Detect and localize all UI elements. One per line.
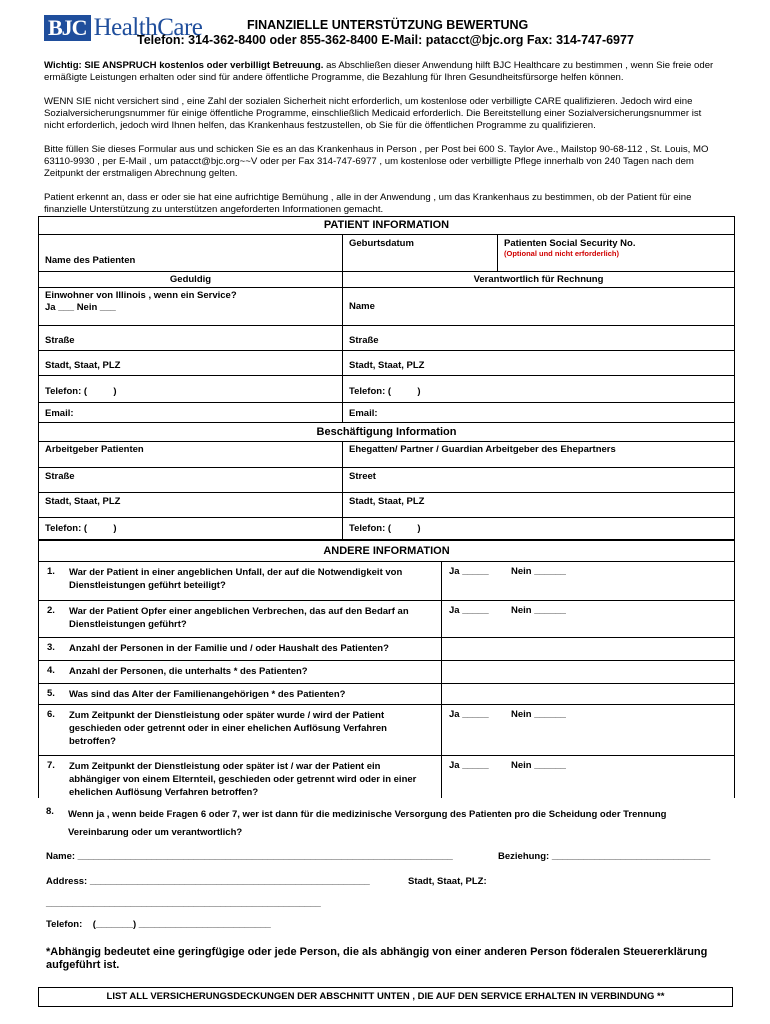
employer-street-row [39, 468, 734, 493]
question-row [39, 756, 734, 798]
intro-paragraph-2: WENN SIE nicht versichert sind , eine Zahl der sozialen Sicherheit nicht erforderlich, um kostenlose oder verbilligte CARE qualifizieren. Jedoch wird eine Sozialversicherungsnummer für einige öffentliche Programme, einschließlich Medicaid erforderlich. Die Bereitstellung einer Sozialversicherungsnummer ist nicht erforderlich, jedoch wird Ihnen helfen, das Krankenhaus festzustellen, ob Sie für die öffentlichen Programme zu qualifizieren. [44, 96, 702, 131]
responsible-name-label: Name [349, 301, 375, 312]
form-table [38, 216, 735, 798]
other-info-heading [39, 540, 734, 562]
question-text: Anzahl der Personen in der Familie und / oder Haushalt des Patienten? [69, 643, 389, 654]
intro-important [44, 60, 724, 84]
question-number: 5. [47, 688, 55, 699]
yes-option[interactable]: Ja _____ [449, 709, 489, 720]
question-row [39, 684, 734, 705]
resident-options: Ja ___ Nein ___ [45, 302, 116, 313]
yes-option[interactable]: Ja _____ [449, 760, 489, 771]
dependent-footnote: *Abhängig bedeutet eine geringfügige oder jede Person, die als abhängig von einer anderen Person föderalen Steuererklärung aufgeführt ist. [46, 946, 708, 971]
responsible-city-label: Stadt, Staat, PLZ [349, 360, 425, 371]
responsible-email-label: Email: [349, 408, 378, 419]
yes-option[interactable]: Ja _____ [449, 566, 489, 577]
intro-paragraph-3: Bitte füllen Sie dieses Formular aus und schicken Sie es an das Krankenhaus in Person , per Post bei 600 S. Taylor Ave., Mailstop 90-68-112 , St. Louis, MO 63110-9930 , per E-Mail , um patacct@bjc.org~~V oder per Fax 314-747-6977 , um kostenlose oder verbilligte Pflege innerhalb von 240 Tagen nach dem Zeitpunkt der erstmaligen Abrechnung gelten. [44, 144, 709, 179]
phone-row [39, 376, 734, 403]
yes-option[interactable]: Ja _____ [449, 605, 489, 616]
responsible-phone-label: Telefon: ( ) [349, 386, 421, 397]
patient-city-label: Stadt, Staat, PLZ [45, 360, 121, 371]
employer-phone-row [39, 518, 734, 540]
spouse-employer-label: Ehegatten/ Partner / Guardian Arbeitgeber des Ehepartners [349, 444, 616, 455]
patient-name-field[interactable] [39, 235, 342, 271]
resident-label: Einwohner von Illinois , wenn ein Service? [45, 290, 237, 301]
spouse-employer-phone-field[interactable] [342, 518, 734, 539]
employer-phone-label: Telefon: ( ) [45, 523, 117, 534]
question-number: 1. [47, 566, 55, 577]
responsible-street-label: Straße [349, 335, 379, 346]
logo-box: BJC [44, 15, 91, 41]
answer-column [441, 705, 442, 755]
patient-phone-label: Telefon: ( ) [45, 386, 117, 397]
question-row [39, 638, 734, 661]
responsible-email-field[interactable] [342, 403, 734, 422]
no-option[interactable]: Nein ______ [511, 760, 566, 771]
important-text: as Abschließen dieser Anwendung hilft BJC Healthcare zu bestimmen , wenn Sie freie oder ermäßigte Leistungen erhalten oder sind für andere öffentliche Programme, die Bezahlung für Ihren Gesundheitsfürsorge helfen können. [44, 60, 714, 83]
patient-info-heading-text: PATIENT INFORMATION [323, 219, 450, 231]
resident-row [39, 288, 734, 326]
answer-column[interactable] [441, 638, 442, 660]
answer-column [441, 601, 442, 637]
patient-street-field[interactable] [39, 326, 342, 350]
logo-text: HealthCare [93, 14, 203, 41]
question-text: Wenn ja , wenn beide Fragen 6 oder 7, wer ist dann für die medizinische Versorgung des Patienten pro die Scheidung oder Trennung Vereinbarung oder um verantwortlich? [68, 809, 667, 838]
important-label: Wichtig: SIE ANSPRUCH kostenlos oder verbilligt Betreuung. [44, 60, 324, 71]
employer-city-field[interactable] [39, 493, 342, 517]
question-text: Anzahl der Personen, die unterhalts * des Patienten? [69, 666, 308, 677]
spouse-employer-city-label: Stadt, Staat, PLZ [349, 496, 425, 507]
q8-city-field[interactable]: Stadt, Staat, PLZ: [408, 876, 487, 887]
question-number: 2. [47, 605, 55, 616]
patient-phone-field[interactable] [39, 376, 342, 402]
spouse-employer-field[interactable] [342, 442, 734, 467]
question-text: War der Patient Opfer einer angeblichen Verbrechen, das auf den Bedarf an Dienstleistungen geführt? [69, 606, 409, 630]
no-option[interactable]: Nein ______ [511, 605, 566, 616]
patient-email-field[interactable] [39, 403, 342, 422]
employment-heading [39, 423, 734, 442]
street-row [39, 326, 734, 351]
employer-city-label: Stadt, Staat, PLZ [45, 496, 121, 507]
intro-acknowledgement [44, 192, 724, 216]
employer-row [39, 442, 734, 468]
question-text: Was sind das Alter der Familienangehörigen * des Patienten? [69, 689, 346, 700]
answer-column [441, 562, 442, 600]
responsible-city-field[interactable] [342, 351, 734, 375]
question-number: 7. [47, 760, 55, 771]
responsible-column-label: Verantwortlich für Rechnung [342, 272, 734, 287]
employment-heading-text: Beschäftigung Information [316, 426, 457, 438]
patient-name-row [39, 235, 734, 272]
no-option[interactable]: Nein ______ [511, 566, 566, 577]
answer-column[interactable] [441, 684, 442, 704]
employer-phone-field[interactable] [39, 518, 342, 539]
q8-address-field[interactable]: Address: _____________________________________________________ [46, 876, 370, 887]
dob-field[interactable] [342, 235, 497, 271]
question-row [39, 661, 734, 684]
intro-submit [44, 144, 724, 180]
q8-phone-field[interactable]: Telefon: (_______) _________________________ [46, 919, 271, 930]
question-row [39, 601, 734, 638]
employer-street-label: Straße [45, 471, 75, 482]
ssn-label: Patienten Social Security No. [504, 238, 636, 249]
other-info-heading-text: ANDERE INFORMATION [323, 545, 450, 557]
spouse-employer-street-field[interactable] [342, 468, 734, 492]
intro-ssn [44, 96, 724, 132]
responsible-street-field[interactable] [342, 326, 734, 350]
patient-column-label: Geduldig [169, 274, 212, 285]
question-row [39, 705, 734, 756]
question-text: Zum Zeitpunkt der Dienstleistung oder später wurde / wird der Patient geschieden oder getrennt oder in einer ehelichen Auflösung Verfahren betroffen? [69, 710, 387, 747]
city-row [39, 351, 734, 376]
patient-employer-label: Arbeitgeber Patienten [45, 444, 144, 455]
question-text: Zum Zeitpunkt der Dienstleistung oder später ist / war der Patient ein abhängiger von einem Elternteil, geschieden oder getrennt wird oder in einer ehelichen Auflösung Verfahren betroffen? [69, 761, 417, 798]
ssn-note: (Optional und nicht erforderlich) [504, 249, 619, 258]
insurance-section-heading [38, 987, 733, 1007]
answer-column [441, 756, 442, 798]
insurance-section-heading-text: LIST ALL VERSICHERUNGSDECKUNGEN DER ABSCHNITT UNTEN , DIE AUF DEN SERVICE ERHALTEN IN VERBINDUNG ** [106, 991, 665, 1002]
resident-field[interactable] [39, 288, 342, 325]
ssn-field[interactable] [497, 235, 734, 271]
employer-street-field[interactable] [39, 468, 342, 492]
responsible-phone-field[interactable] [342, 376, 734, 402]
dob-label: Geburtsdatum [349, 238, 414, 249]
form-title: FINANZIELLE UNTERSTÜTZUNG BEWERTUNG [247, 18, 529, 32]
question-row [39, 562, 734, 601]
question-number: 3. [47, 642, 55, 653]
spouse-employer-phone-label: Telefon: ( ) [349, 523, 421, 534]
patient-city-field[interactable] [39, 351, 342, 375]
patient-columns-row [39, 272, 734, 288]
contact-line: Telefon: 314-362-8400 oder 855-362-8400 E-Mail: patacct@bjc.org Fax: 314-747-6977 [137, 33, 634, 47]
responsible-name-field[interactable] [342, 288, 734, 325]
no-option[interactable]: Nein ______ [511, 709, 566, 720]
q8-relationship-field[interactable]: Beziehung: ______________________________ [498, 851, 711, 862]
q8-address-line-2-field[interactable]: ____________________________________________________ [46, 898, 321, 909]
patient-email-label: Email: [45, 408, 74, 419]
patient-employer-field[interactable] [39, 442, 342, 467]
q8-name-field[interactable]: Name: _______________________________________________________________________ [46, 851, 453, 862]
patient-street-label: Straße [45, 335, 75, 346]
spouse-employer-city-field[interactable] [342, 493, 734, 517]
patient-name-label: Name des Patienten [45, 255, 136, 266]
email-row [39, 403, 734, 423]
patient-info-heading [39, 217, 734, 235]
question-number: 4. [47, 665, 55, 676]
intro-paragraph-4: Patient erkennt an, dass er oder sie hat eine aufrichtige Bemühung , alle in der Anwendung , um das Krankenhaus zu bestimmen, ob der Patient für eine finanzielle Unterstützung zu unterstützen angeforderten Informationen gemacht. [44, 192, 692, 215]
question-number: 6. [47, 709, 55, 720]
answer-column[interactable] [441, 661, 442, 683]
question-number: 8. [46, 806, 54, 817]
question-text: War der Patient in einer angeblichen Unfall, der auf die Notwendigkeit von Dienstleistungen geführt beteiligt? [69, 567, 403, 591]
spouse-employer-street-label: Street [349, 471, 376, 482]
employer-city-row [39, 493, 734, 518]
